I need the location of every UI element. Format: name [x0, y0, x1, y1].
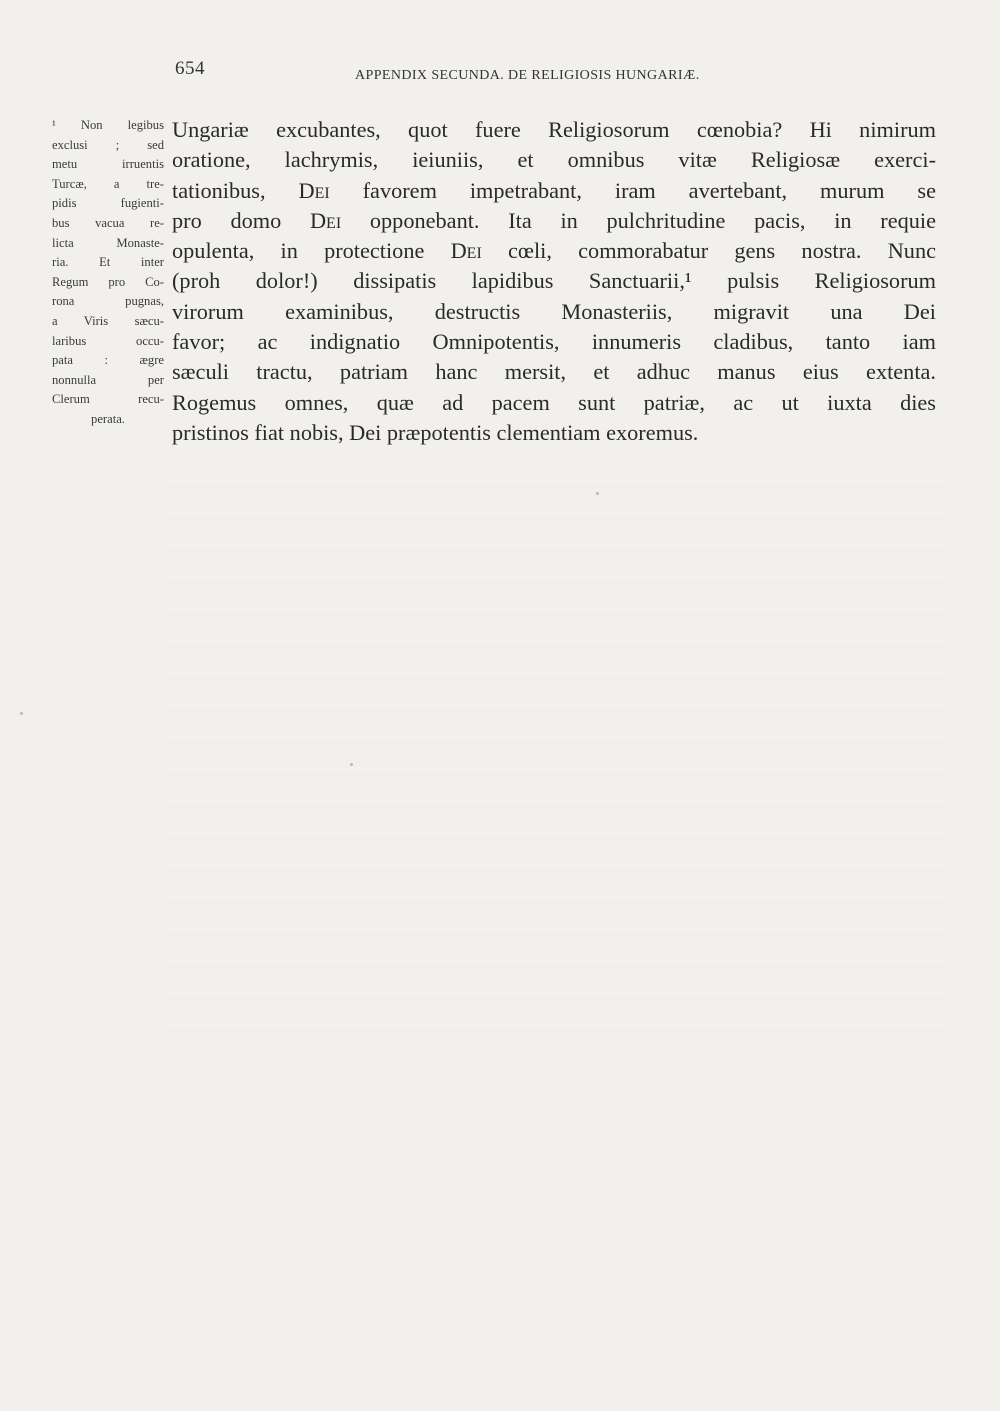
paper-speck	[596, 492, 599, 495]
marginal-note-line: exclusi ; sed	[52, 137, 164, 152]
marginal-note-line: bus vacua re-	[52, 215, 164, 230]
small-caps-word: Dei	[450, 238, 482, 264]
text-line: opulenta, in protectione Dei cœli, commorabatur gens nostra. Nunc	[172, 238, 936, 264]
text-line: virorum examinibus, destructis Monasteriis, migravit una Dei	[172, 298, 936, 324]
main-text	[172, 115, 936, 448]
marginal-note-line: rona pugnas,	[52, 294, 164, 309]
paper-speck	[20, 712, 23, 715]
small-caps-word: Dei	[298, 177, 330, 203]
marginal-note-line: Regum pro Co-	[52, 274, 164, 289]
text-line: favor; ac indignatio Omnipotentis, innumeris cladibus, tanto iam	[172, 329, 936, 355]
marginal-note-line: ria. Et inter	[52, 255, 164, 270]
marginal-note-line: nonnulla per	[52, 372, 164, 387]
marginal-note-line: Clerum recu-	[52, 392, 164, 407]
marginal-note-line: laribus occu-	[52, 333, 164, 348]
paper-speck	[350, 763, 353, 766]
marginal-note-line: perata.	[91, 411, 125, 426]
marginal-note-line: pidis fugienti-	[52, 196, 164, 211]
marginal-note-line: a Viris sæcu-	[52, 313, 164, 328]
running-head: APPENDIX SECUNDA. DE RELIGIOSIS HUNGARIÆ.	[355, 68, 700, 83]
text-line: pro domo Dei opponebant. Ita in pulchritudine pacis, in requie	[172, 207, 936, 233]
reverse-page-bleed-through	[170, 455, 950, 1031]
text-line: oratione, lachrymis, ieiuniis, et omnibus vitæ Religiosæ exerci-	[172, 147, 936, 173]
marginal-note-line: Turcæ, a tre-	[52, 176, 164, 191]
marginal-note-line: licta Monaste-	[52, 235, 164, 250]
text-line: tationibus, Dei favorem impetrabant, iram avertebant, murum se	[172, 177, 936, 203]
text-line: sæculi tractu, patriam hanc mersit, et adhuc manus eius extenta.	[172, 359, 936, 385]
marginal-note-line: metu irruentis	[52, 157, 164, 172]
text-line: pristinos fiat nobis, Dei præpotentis clementiam exoremus.	[172, 419, 699, 445]
marginal-note-line: ¹ Non legibus	[52, 118, 164, 132]
small-caps-word: Dei	[309, 207, 342, 233]
text-line: Ungariæ excubantes, quot fuere Religiosorum cœnobia? Hi nimirum	[172, 117, 936, 142]
marginal-note	[52, 116, 164, 430]
page-number: 654	[175, 58, 205, 79]
text-line: Rogemus omnes, quæ ad pacem sunt patriæ, ac ut iuxta dies	[172, 389, 936, 415]
text-line: (proh dolor!) dissipatis lapidibus Sanctuarii,¹ pulsis Religiosorum	[172, 268, 936, 294]
marginal-note-line: pata : ægre	[52, 353, 164, 368]
